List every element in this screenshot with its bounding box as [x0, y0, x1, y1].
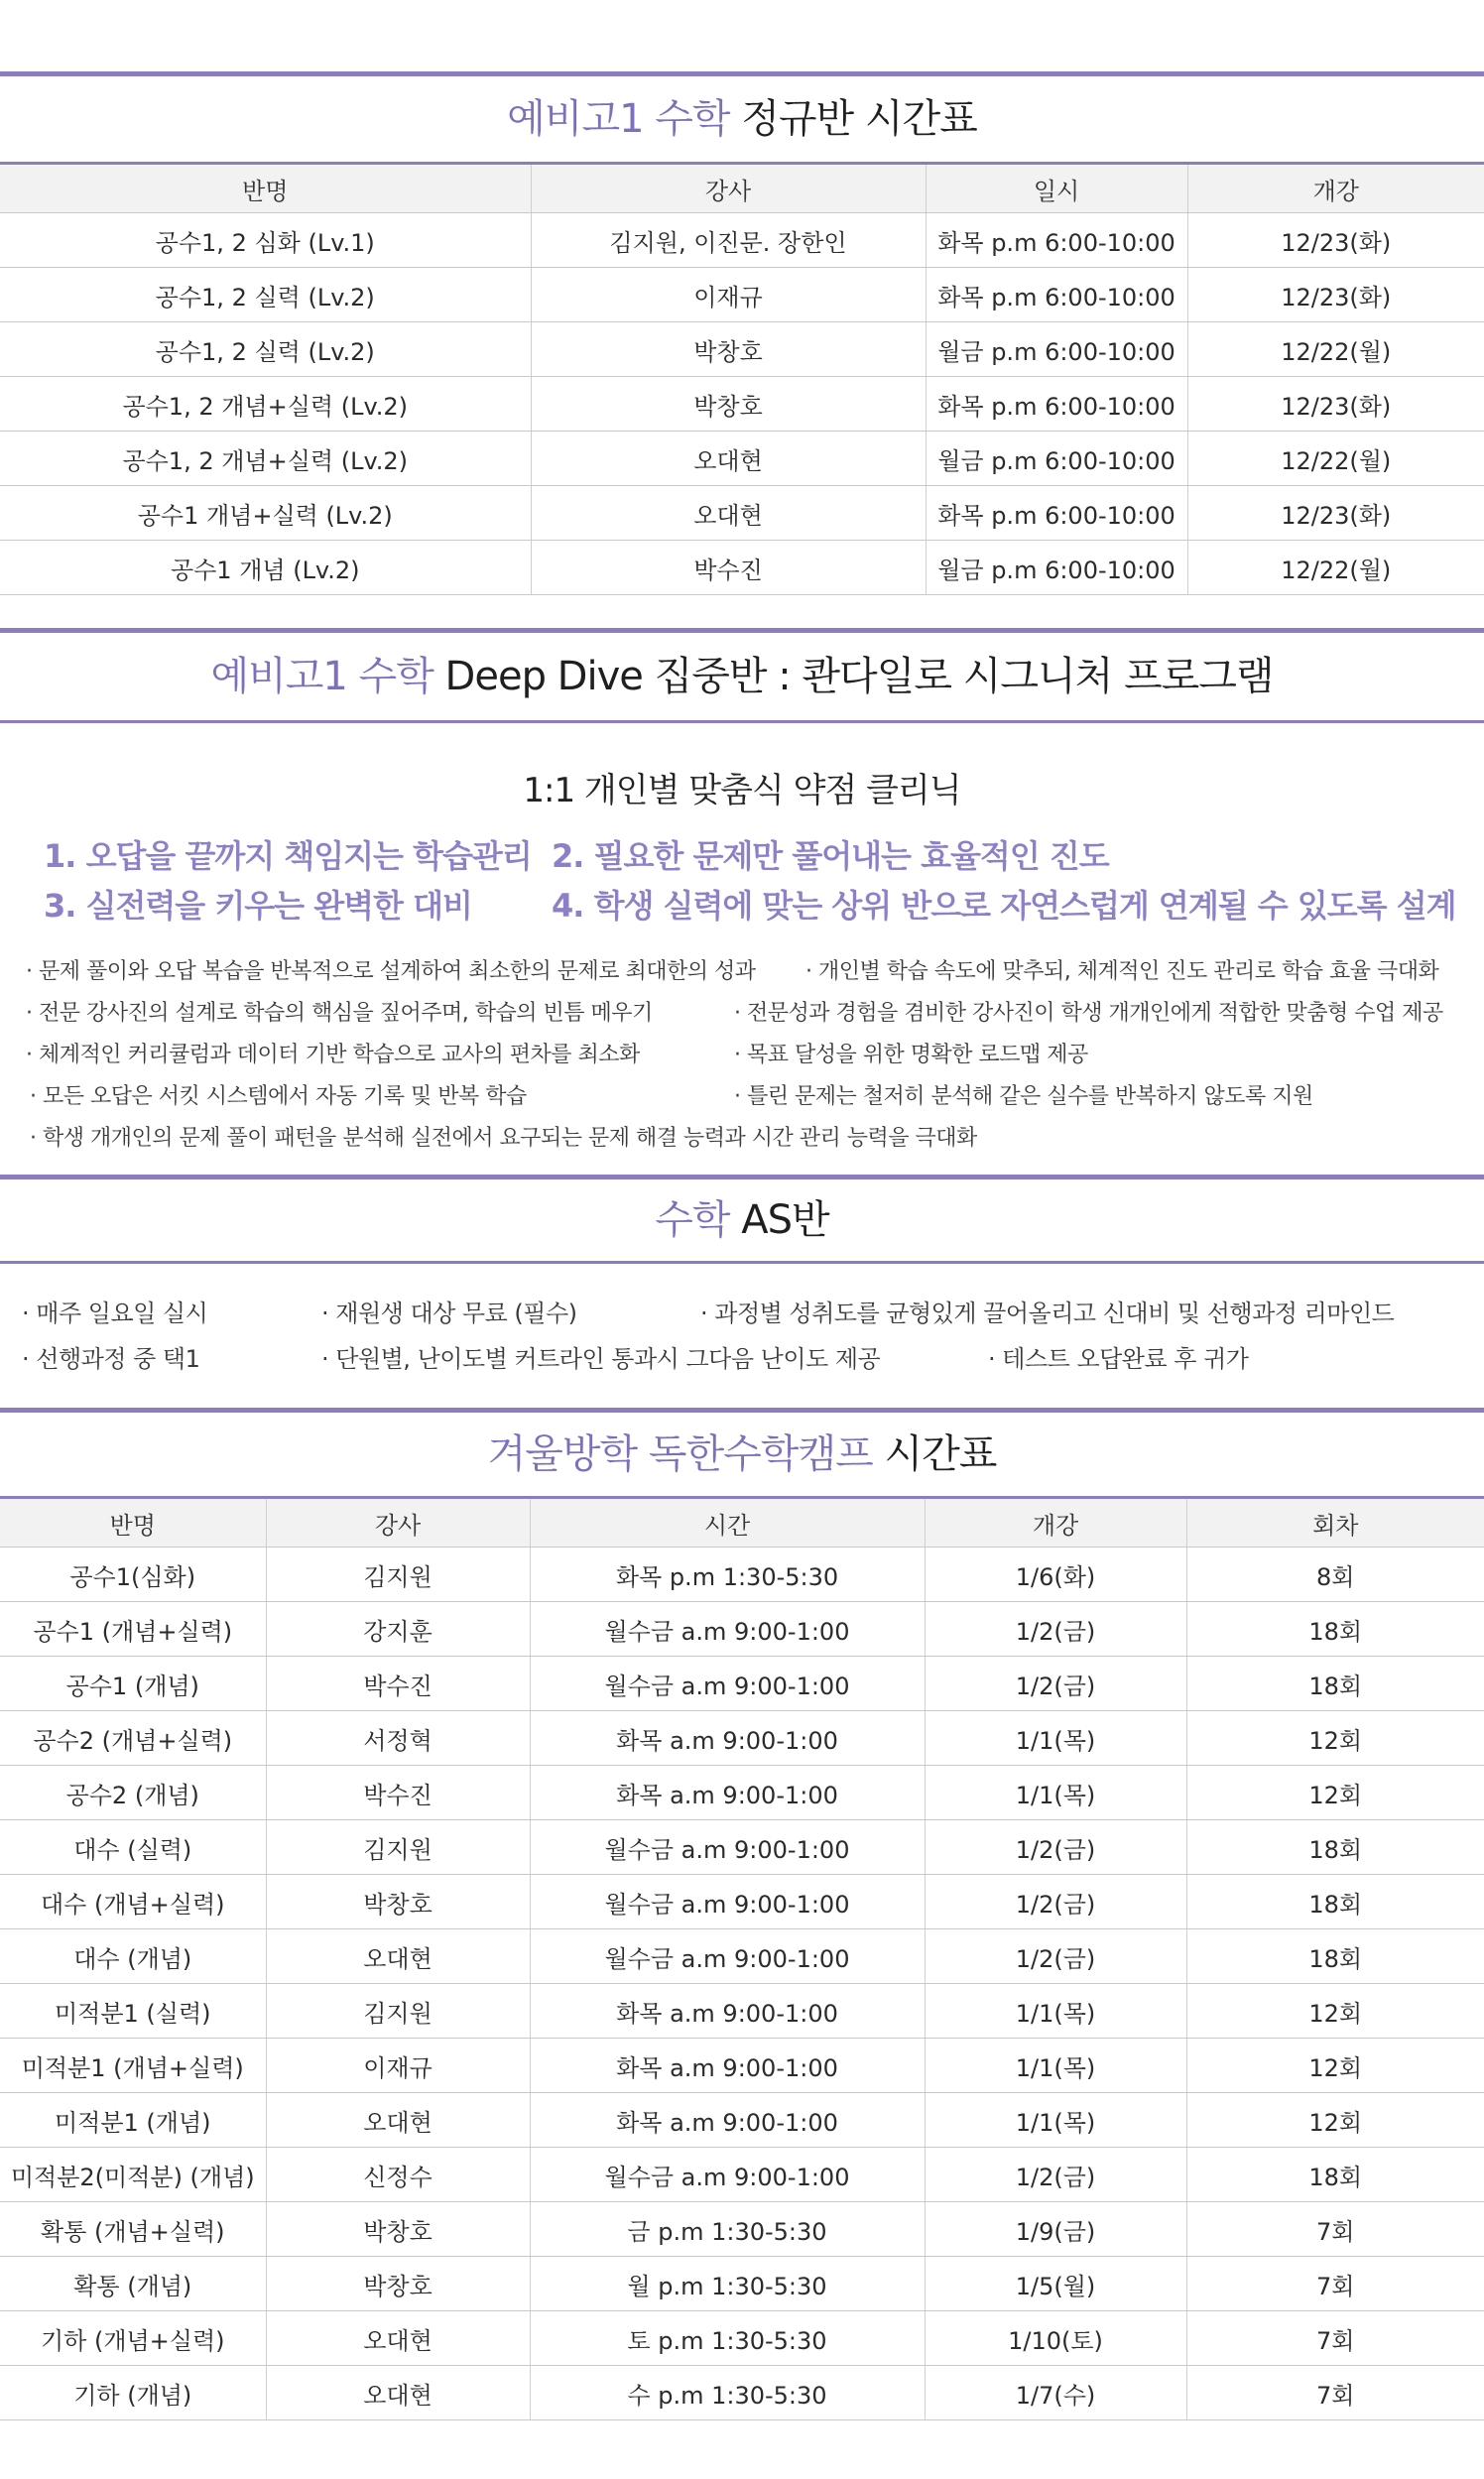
table-row	[0, 322, 1484, 377]
cell-sessions: 7회	[1186, 2257, 1484, 2311]
cell-teacher: 박창호	[531, 377, 926, 432]
cell-teacher: 박창호	[531, 322, 926, 377]
cell-sessions: 18회	[1186, 1875, 1484, 1929]
cell-teacher: 김지원	[266, 1984, 530, 2039]
bullet-item: · 체계적인 커리큘럼과 데이터 기반 학습으로 교사의 편차를 최소화	[26, 1043, 640, 1067]
winter-title	[0, 1413, 1484, 1496]
cell-teacher: 서정혁	[266, 1711, 530, 1766]
table-row	[0, 2039, 1484, 2093]
cell-teacher: 박창호	[266, 2257, 530, 2311]
cell-start: 12/23(화)	[1187, 486, 1484, 541]
table-row	[0, 268, 1484, 322]
cell-time: 화목 a.m 9:00-1:00	[530, 2039, 925, 2093]
cell-schedule: 화목 p.m 6:00-10:00	[926, 268, 1187, 322]
cell-teacher: 오대현	[531, 486, 926, 541]
cell-class: 공수1 (개념)	[0, 1657, 266, 1711]
cell-schedule: 월금 p.m 6:00-10:00	[926, 322, 1187, 377]
header-teacher: 강사	[266, 1499, 530, 1548]
cell-start: 12/23(화)	[1187, 268, 1484, 322]
cell-sessions: 12회	[1186, 2093, 1484, 2148]
winter-title-accent: 겨울방학 독한수학캠프	[487, 1431, 873, 1477]
key-point: 4. 학생 실력에 맞는 상위 반으로 자연스럽게 연계될 수 있도록 설계	[552, 887, 1456, 925]
cell-class: 미적분2(미적분) (개념)	[0, 2148, 266, 2202]
cell-time: 월수금 a.m 9:00-1:00	[530, 1875, 925, 1929]
winter-timetable	[0, 1499, 1484, 2420]
cell-class: 대수 (개념)	[0, 1929, 266, 1984]
table-row	[0, 2202, 1484, 2257]
cell-start: 1/2(금)	[925, 1657, 1186, 1711]
cell-time: 화목 a.m 9:00-1:00	[530, 1711, 925, 1766]
cell-time: 화목 a.m 9:00-1:00	[530, 1984, 925, 2039]
cell-teacher: 오대현	[531, 432, 926, 486]
cell-start: 12/22(월)	[1187, 432, 1484, 486]
divider	[0, 720, 1484, 723]
header-sessions: 회차	[1186, 1499, 1484, 1548]
bullet-item: · 모든 오답은 서킷 시스템에서 자동 기록 및 반복 학습	[30, 1084, 527, 1109]
cell-class: 기하 (개념)	[0, 2366, 266, 2420]
regular-timetable	[0, 165, 1484, 595]
cell-sessions: 12회	[1186, 1711, 1484, 1766]
table-row	[0, 2148, 1484, 2202]
winter-title-rest: 시간표	[872, 1431, 997, 1477]
table-row	[0, 2093, 1484, 2148]
cell-class: 미적분1 (실력)	[0, 1984, 266, 2039]
cell-teacher: 박수진	[531, 541, 926, 595]
table-row	[0, 1875, 1484, 1929]
cell-class: 공수1 개념 (Lv.2)	[0, 541, 531, 595]
cell-teacher: 오대현	[266, 2093, 530, 2148]
cell-sessions: 7회	[1186, 2202, 1484, 2257]
cell-teacher: 박창호	[266, 2202, 530, 2257]
cell-start: 1/7(수)	[925, 2366, 1186, 2420]
table-row	[0, 1657, 1484, 1711]
cell-start: 1/10(토)	[925, 2311, 1186, 2366]
deepdive-title-rest: Deep Dive 집중반 : 콴다일로 시그니처 프로그램	[433, 654, 1274, 699]
bullet-item: · 테스트 오답완료 후 귀가	[988, 1345, 1249, 1373]
cell-sessions: 12회	[1186, 1984, 1484, 2039]
deepdive-key-points	[0, 831, 1484, 942]
cell-schedule: 화목 p.m 6:00-10:00	[926, 377, 1187, 432]
cell-time: 월수금 a.m 9:00-1:00	[530, 1820, 925, 1875]
cell-teacher: 신정수	[266, 2148, 530, 2202]
cell-teacher: 오대현	[266, 2366, 530, 2420]
winter-section	[0, 1408, 1484, 2420]
cell-class: 공수1, 2 실력 (Lv.2)	[0, 268, 531, 322]
cell-start: 1/2(금)	[925, 2148, 1186, 2202]
cell-sessions: 18회	[1186, 2148, 1484, 2202]
cell-start: 1/1(목)	[925, 1711, 1186, 1766]
deepdive-section	[0, 628, 1484, 1171]
cell-class: 공수2 (개념+실력)	[0, 1711, 266, 1766]
cell-sessions: 18회	[1186, 1657, 1484, 1711]
bullet-item: · 목표 달성을 위한 명확한 로드맵 제공	[734, 1043, 1088, 1067]
key-point: 1. 오답을 끝까지 책임지는 학습관리	[44, 837, 532, 875]
cell-time: 월수금 a.m 9:00-1:00	[530, 1657, 925, 1711]
bullet-item: · 전문성과 경험을 겸비한 강사진이 학생 개개인에게 적합한 맞춤형 수업 제공	[734, 1001, 1443, 1026]
cell-start: 1/2(금)	[925, 1820, 1186, 1875]
cell-start: 1/2(금)	[925, 1929, 1186, 1984]
table-row	[0, 541, 1484, 595]
table-row	[0, 1602, 1484, 1657]
bullet-item: · 문제 풀이와 오답 복습을 반복적으로 설계하여 최소한의 문제로 최대한의 성과	[26, 959, 756, 984]
key-point: 3. 실전력을 키우는 완벽한 대비	[44, 887, 472, 925]
cell-schedule: 화목 p.m 6:00-10:00	[926, 486, 1187, 541]
cell-class: 확통 (개념+실력)	[0, 2202, 266, 2257]
cell-class: 공수1(심화)	[0, 1548, 266, 1602]
bullet-item: · 개인별 학습 속도에 맞추되, 체계적인 진도 관리로 학습 효율 극대화	[805, 959, 1439, 984]
cell-teacher: 오대현	[266, 2311, 530, 2366]
cell-class: 미적분1 (개념+실력)	[0, 2039, 266, 2093]
table-row	[0, 1929, 1484, 1984]
table-row	[0, 1711, 1484, 1766]
cell-class: 미적분1 (개념)	[0, 2093, 266, 2148]
bullet-item: · 학생 개개인의 문제 풀이 패턴을 분석해 실전에서 요구되는 문제 해결 능력과 시간 관리 능력을 극대화	[30, 1126, 977, 1151]
deepdive-title	[0, 633, 1484, 720]
cell-start: 1/1(목)	[925, 2093, 1186, 2148]
table-row	[0, 2366, 1484, 2420]
table-row	[0, 213, 1484, 268]
table-row	[0, 432, 1484, 486]
cell-start: 1/1(목)	[925, 2039, 1186, 2093]
cell-sessions: 18회	[1186, 1929, 1484, 1984]
cell-class: 공수1, 2 심화 (Lv.1)	[0, 213, 531, 268]
key-point: 2. 필요한 문제만 풀어내는 효율적인 진도	[552, 837, 1109, 875]
cell-time: 화목 p.m 1:30-5:30	[530, 1548, 925, 1602]
cell-time: 토 p.m 1:30-5:30	[530, 2311, 925, 2366]
cell-schedule: 화목 p.m 6:00-10:00	[926, 213, 1187, 268]
cell-teacher: 박수진	[266, 1657, 530, 1711]
cell-start: 12/22(월)	[1187, 541, 1484, 595]
winter-timetable-body	[0, 1548, 1484, 2420]
cell-start: 1/2(금)	[925, 1602, 1186, 1657]
cell-time: 수 p.m 1:30-5:30	[530, 2366, 925, 2420]
header-class: 반명	[0, 165, 531, 213]
cell-teacher: 강지훈	[266, 1602, 530, 1657]
table-row	[0, 2257, 1484, 2311]
cell-start: 12/23(화)	[1187, 213, 1484, 268]
cell-sessions: 8회	[1186, 1548, 1484, 1602]
cell-sessions: 12회	[1186, 2039, 1484, 2093]
as-title-rest: AS반	[729, 1197, 829, 1243]
bullet-item: · 단원별, 난이도별 커트라인 통과시 그다음 난이도 제공	[321, 1345, 881, 1373]
cell-start: 1/2(금)	[925, 1875, 1186, 1929]
cell-class: 공수1, 2 실력 (Lv.2)	[0, 322, 531, 377]
cell-teacher: 박수진	[266, 1766, 530, 1820]
cell-class: 공수1 (개념+실력)	[0, 1602, 266, 1657]
header-class: 반명	[0, 1499, 266, 1548]
cell-teacher: 이재규	[266, 2039, 530, 2093]
cell-teacher: 박창호	[266, 1875, 530, 1929]
table-row	[0, 486, 1484, 541]
cell-start: 12/23(화)	[1187, 377, 1484, 432]
table-header-row	[0, 165, 1484, 213]
regular-title	[0, 76, 1484, 162]
cell-class: 공수2 (개념)	[0, 1766, 266, 1820]
bullet-item: · 과정별 성취도를 균형있게 끌어올리고 신대비 및 선행과정 리마인드	[700, 1300, 1395, 1327]
cell-time: 월수금 a.m 9:00-1:00	[530, 2148, 925, 2202]
cell-sessions: 12회	[1186, 1766, 1484, 1820]
table-row	[0, 1766, 1484, 1820]
cell-sessions: 18회	[1186, 1820, 1484, 1875]
cell-time: 월 p.m 1:30-5:30	[530, 2257, 925, 2311]
regular-title-rest: 정규반 시간표	[729, 96, 977, 142]
cell-class: 대수 (개념+실력)	[0, 1875, 266, 1929]
regular-section	[0, 0, 1484, 595]
bullet-item: · 선행과정 중 택1	[22, 1345, 200, 1373]
cell-time: 월수금 a.m 9:00-1:00	[530, 1602, 925, 1657]
cell-class: 공수1 개념+실력 (Lv.2)	[0, 486, 531, 541]
bullet-item: · 전문 강사진의 설계로 학습의 핵심을 짚어주며, 학습의 빈틈 메우기	[26, 1001, 653, 1026]
cell-start: 1/5(월)	[925, 2257, 1186, 2311]
cell-time: 금 p.m 1:30-5:30	[530, 2202, 925, 2257]
cell-teacher: 김지원	[266, 1548, 530, 1602]
cell-start: 12/22(월)	[1187, 322, 1484, 377]
cell-start: 1/1(목)	[925, 1766, 1186, 1820]
cell-time: 화목 a.m 9:00-1:00	[530, 1766, 925, 1820]
cell-sessions: 7회	[1186, 2311, 1484, 2366]
table-row	[0, 1548, 1484, 1602]
table-header-row	[0, 1499, 1484, 1548]
cell-sessions: 7회	[1186, 2366, 1484, 2420]
as-section	[0, 1175, 1484, 1393]
cell-class: 공수1, 2 개념+실력 (Lv.2)	[0, 377, 531, 432]
table-row	[0, 2311, 1484, 2366]
deepdive-subtitle: 1:1 개인별 맞춤식 약점 클리닉	[523, 771, 961, 810]
as-title	[0, 1179, 1484, 1261]
cell-class: 대수 (실력)	[0, 1820, 266, 1875]
cell-time: 월수금 a.m 9:00-1:00	[530, 1929, 925, 1984]
cell-class: 공수1, 2 개념+실력 (Lv.2)	[0, 432, 531, 486]
deepdive-bullets	[0, 942, 1484, 1171]
cell-teacher: 김지원	[266, 1820, 530, 1875]
as-bullets	[0, 1264, 1484, 1393]
header-start: 개강	[925, 1499, 1186, 1548]
header-schedule: 일시	[926, 165, 1187, 213]
bullet-item: · 틀린 문제는 철저히 분석해 같은 실수를 반복하지 않도록 지원	[734, 1084, 1313, 1109]
cell-teacher: 오대현	[266, 1929, 530, 1984]
cell-time: 화목 a.m 9:00-1:00	[530, 2093, 925, 2148]
table-row	[0, 1984, 1484, 2039]
cell-start: 1/1(목)	[925, 1984, 1186, 2039]
deepdive-title-accent: 예비고1 수학	[210, 654, 433, 699]
cell-start: 1/6(화)	[925, 1548, 1186, 1602]
cell-teacher: 김지원, 이진문. 장한인	[531, 213, 926, 268]
cell-class: 확통 (개념)	[0, 2257, 266, 2311]
table-row	[0, 377, 1484, 432]
as-title-accent: 수학	[655, 1197, 730, 1243]
cell-schedule: 월금 p.m 6:00-10:00	[926, 432, 1187, 486]
cell-sessions: 18회	[1186, 1602, 1484, 1657]
regular-title-accent: 예비고1 수학	[507, 96, 730, 142]
header-time: 시간	[530, 1499, 925, 1548]
header-start: 개강	[1187, 165, 1484, 213]
table-row	[0, 1820, 1484, 1875]
cell-teacher: 이재규	[531, 268, 926, 322]
header-teacher: 강사	[531, 165, 926, 213]
cell-class: 기하 (개념+실력)	[0, 2311, 266, 2366]
bullet-item: · 재원생 대상 무료 (필수)	[321, 1300, 577, 1327]
cell-start: 1/9(금)	[925, 2202, 1186, 2257]
bullet-item: · 매주 일요일 실시	[22, 1300, 208, 1327]
cell-schedule: 월금 p.m 6:00-10:00	[926, 541, 1187, 595]
